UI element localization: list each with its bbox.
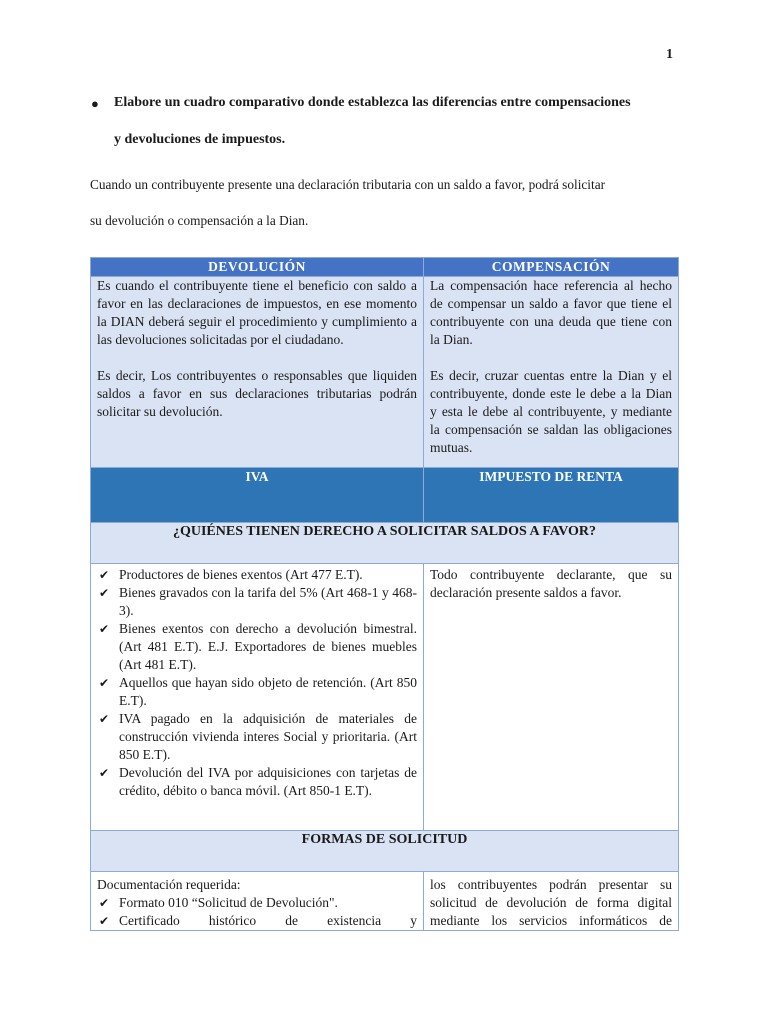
devolucion-paragraph-1: Es cuando el contribuyente tiene el beneficio con saldo a favor en las declaraciones de impuestos, en ese momento la DIAN deberá seguir el procedimiento y cumplimiento a las devoluciones solicitadas por el ciudadano.	[97, 278, 417, 347]
iva-list-cell	[91, 564, 424, 831]
doc-label: Documentación requerida:	[97, 877, 241, 892]
forma-cell	[424, 872, 679, 931]
doc-checklist	[97, 894, 417, 930]
renta-cell	[424, 564, 679, 831]
checkmark-icon: ✔	[99, 896, 110, 910]
section-title-quienes: ¿QUIÉNES TIENEN DERECHO A SOLICITAR SALDOS A FAVOR?	[91, 523, 679, 564]
checkmark-icon: ✔	[99, 676, 110, 690]
list-item: ✔ IVA pagado en la adquisición de materiales de construcción vivienda interes Social y prioritaria. (Art 850 E.T).	[99, 711, 417, 762]
forma-text: los contribuyentes podrán presentar su solicitud de devolución de forma digital mediante los servicios informáticos de	[430, 877, 672, 928]
bullet-line-2: y devoluciones de impuestos.	[114, 132, 286, 147]
table-header-row	[91, 258, 679, 277]
list-item: ✔ Aquellos que hayan sido objeto de retención. (Art 850 E.T).	[99, 675, 417, 708]
formas-content-row	[91, 872, 679, 931]
compensacion-header: COMPENSACIÓN	[424, 258, 679, 277]
intro-line-2: su devolución o compensación a la Dian.	[90, 214, 309, 229]
checkmark-icon: ✔	[99, 914, 110, 928]
checkmark-icon: ✔	[99, 568, 110, 582]
list-item: ✔ Bienes exentos con derecho a devolución bimestral. (Art 481 E.T). E.J. Exportadores de bienes muebles (Art 481 E.T).	[99, 621, 417, 672]
comparison-table	[90, 257, 679, 931]
devolucion-header: DEVOLUCIÓN	[91, 258, 424, 277]
checkmark-icon: ✔	[99, 766, 110, 780]
bullet-icon: ●	[91, 96, 99, 111]
list-item: ✔ Formato 010 “Solicitud de Devolución".	[99, 895, 338, 910]
bullet-line-1: Elabore un cuadro comparativo donde establezca las diferencias entre compensaciones	[114, 95, 631, 110]
list-item: ✔ Productores de bienes exentos (Art 477 E.T).	[99, 567, 363, 582]
compensacion-paragraph-2: Es decir, cruzar cuentas entre la Dian y el contribuyente, donde este le debe a la Dian y esta le debe al contribuyente, y mediante la compensación se saldan las obligaciones mutuas.	[430, 368, 672, 455]
definition-row	[91, 277, 679, 468]
iva-checklist	[97, 566, 417, 800]
list-item: ✔ Bienes gravados con la tarifa del 5% (Art 468-1 y 468-3).	[99, 585, 417, 618]
checkmark-icon: ✔	[99, 586, 110, 600]
section-title-formas: FORMAS DE SOLICITUD	[91, 831, 679, 872]
list-item: ✔ Devolución del IVA por adquisiciones con tarjetas de crédito, débito o banca móvil. (Art 850-1 E.T).	[99, 765, 417, 798]
renta-text: Todo contribuyente declarante, que su declaración presente saldos a favor.	[430, 567, 672, 600]
checkmark-icon: ✔	[99, 622, 110, 636]
section-row-quienes	[91, 523, 679, 564]
quienes-content-row	[91, 564, 679, 831]
tax-header-row	[91, 468, 679, 523]
iva-header: IVA	[91, 468, 424, 523]
list-item: ✔ Certificado histórico de existencia y	[99, 913, 417, 928]
page-number: 1	[666, 47, 673, 62]
compensacion-paragraph-1: La compensación hace referencia al hecho de compensar un saldo a favor que tiene el contribuyente con una deuda que tiene con la Dian.	[430, 278, 672, 347]
renta-header: IMPUESTO DE RENTA	[424, 468, 679, 523]
section-row-formas	[91, 831, 679, 872]
intro-line-1: Cuando un contribuyente presente una declaración tributaria con un saldo a favor, podrá solicitar	[90, 178, 606, 193]
documentacion-cell	[91, 872, 424, 931]
compensacion-cell	[424, 277, 679, 468]
devolucion-cell	[91, 277, 424, 468]
devolucion-paragraph-2: Es decir, Los contribuyentes o responsables que liquiden saldos a favor en sus declaraciones tributarias podrán solicitar su devolución.	[97, 368, 417, 419]
checkmark-icon: ✔	[99, 712, 110, 726]
